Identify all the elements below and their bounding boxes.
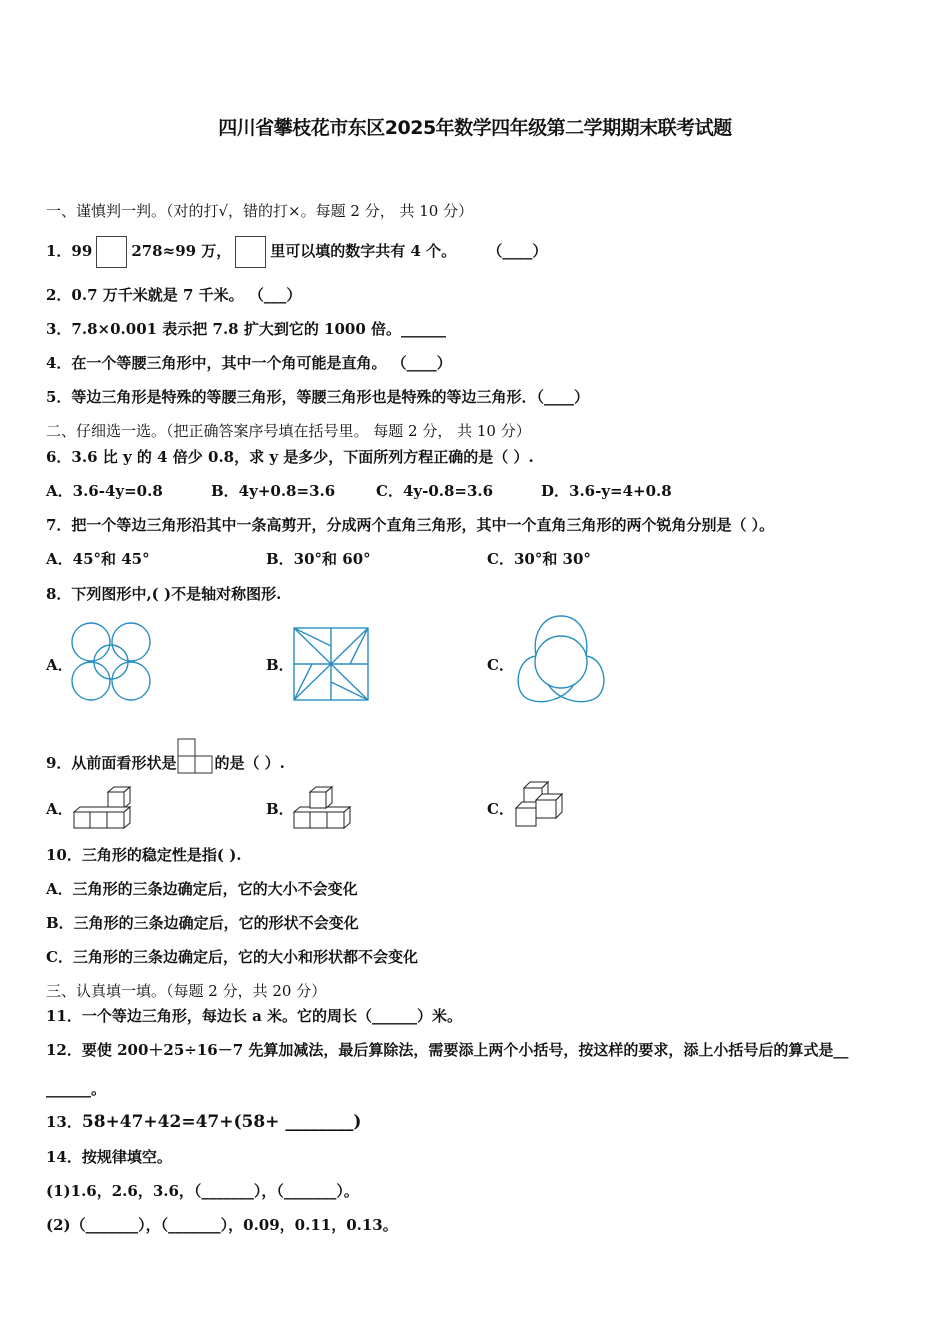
q6-option-d: D．3.6-y=4+0.8 [541, 482, 672, 500]
q9-option-a: A． [46, 800, 73, 818]
q9-option-c: C． [487, 800, 514, 818]
section-3-heading: 三、认真填一填。（每题 2 分，共 20 分） [46, 982, 327, 1000]
q7-option-b: B．30°和 60° [266, 550, 371, 568]
question-8: 8．下列图形中,( )不是轴对称图形. [46, 585, 282, 603]
question-7: 7．把一个等边三角形沿其中一条高剪开，分成两个直角三角形，其中一个直角三角形的两个锐角分别是（ ）。 [46, 516, 775, 534]
q7-option-c: C．30°和 30° [487, 550, 591, 568]
q13-expression: 58+47+42=47+(58+ ________) [81, 1112, 362, 1132]
q8-option-c: C． [487, 656, 514, 674]
q1-part-c: 里可以填的数字共有 4 个。 [270, 242, 457, 260]
question-14: 14．按规律填空。 [46, 1148, 172, 1166]
question-11: 11．一个等边三角形，每边长 a 米。它的周长（______）米。 [46, 1007, 463, 1025]
question-6: 6．3.6 比 y 的 4 倍少 0.8，求 y 是多少，下面所列方程正确的是（ ）. [46, 448, 534, 466]
question-4: 4．在一个等腰三角形中，其中一个角可能是直角。 （____） [46, 354, 452, 372]
page-title: 四川省攀枝花市东区2025年数学四年级第二学期期末联考试题 [218, 117, 732, 139]
q1-blank: （____） [487, 242, 548, 260]
q9-stem-b: 的是（ ）. [214, 754, 285, 772]
q10-option-b: B．三角形的三条边确定后，它的形状不会变化 [46, 914, 359, 932]
question-3: 3．7.8×0.001 表示把 7.8 扩大到它的 1000 倍。______ [46, 320, 447, 338]
q1-part-a: 1．99 [46, 242, 93, 260]
question-2: 2．0.7 万千米就是 7 千米。 （___） [46, 286, 302, 304]
question-10: 10．三角形的稳定性是指( ). [46, 846, 242, 864]
question-9 [46, 738, 285, 774]
section-1-heading: 一、谨慎判一判。（对的打√，错的打×。每题 2 分， 共 10 分） [46, 202, 474, 220]
q6-option-a: A．3.6-4y=0.8 [46, 482, 163, 500]
flower-circles-figure [70, 622, 154, 702]
cubes-option-a-figure [72, 786, 134, 832]
q14-part-2: (2)（_______），（_______），0.09，0.11，0.13。 [46, 1216, 398, 1234]
q8-option-b: B． [266, 656, 294, 674]
q13-number: 13． [46, 1113, 82, 1131]
q9-stem-a: 9．从前面看形状是 [46, 754, 177, 772]
q6-option-c: C．4y-0.8=3.6 [376, 482, 494, 500]
answer-box [235, 236, 266, 268]
section-2-heading: 二、仔细选一选。（把正确答案序号填在括号里。 每题 2 分， 共 10 分） [46, 422, 531, 440]
q10-option-a: A．三角形的三条边确定后，它的大小不会变化 [46, 880, 358, 898]
question-12-continued: ______。 [46, 1080, 107, 1098]
q14-part-1: (1)1.6，2.6，3.6，（_______），（_______）。 [46, 1182, 359, 1200]
q6-option-b: B．4y+0.8=3.6 [211, 482, 336, 500]
q10-option-c: C．三角形的三条边确定后，它的大小和形状都不会变化 [46, 948, 418, 966]
question-13 [46, 1112, 361, 1132]
question-1 [46, 236, 547, 268]
q9-option-b: B． [266, 800, 294, 818]
front-view-figure [177, 738, 213, 774]
triquetra-figure [514, 614, 608, 704]
cubes-option-c-figure [514, 780, 566, 830]
q1-part-b: 278≈99 万， [131, 242, 232, 260]
q8-option-a: A． [46, 656, 73, 674]
question-12: 12．要使 200＋25÷16－7 先算加减法，最后算除法，需要添上两个小括号，按这样的要求，添上小括号后的算式是__ [46, 1041, 849, 1059]
q7-option-a: A．45°和 45° [46, 550, 150, 568]
question-5: 5．等边三角形是特殊的等腰三角形，等腰三角形也是特殊的等边三角形．（____） [46, 388, 589, 406]
pinwheel-figure [292, 626, 370, 702]
answer-box [96, 236, 127, 268]
cubes-option-b-figure [292, 786, 354, 832]
